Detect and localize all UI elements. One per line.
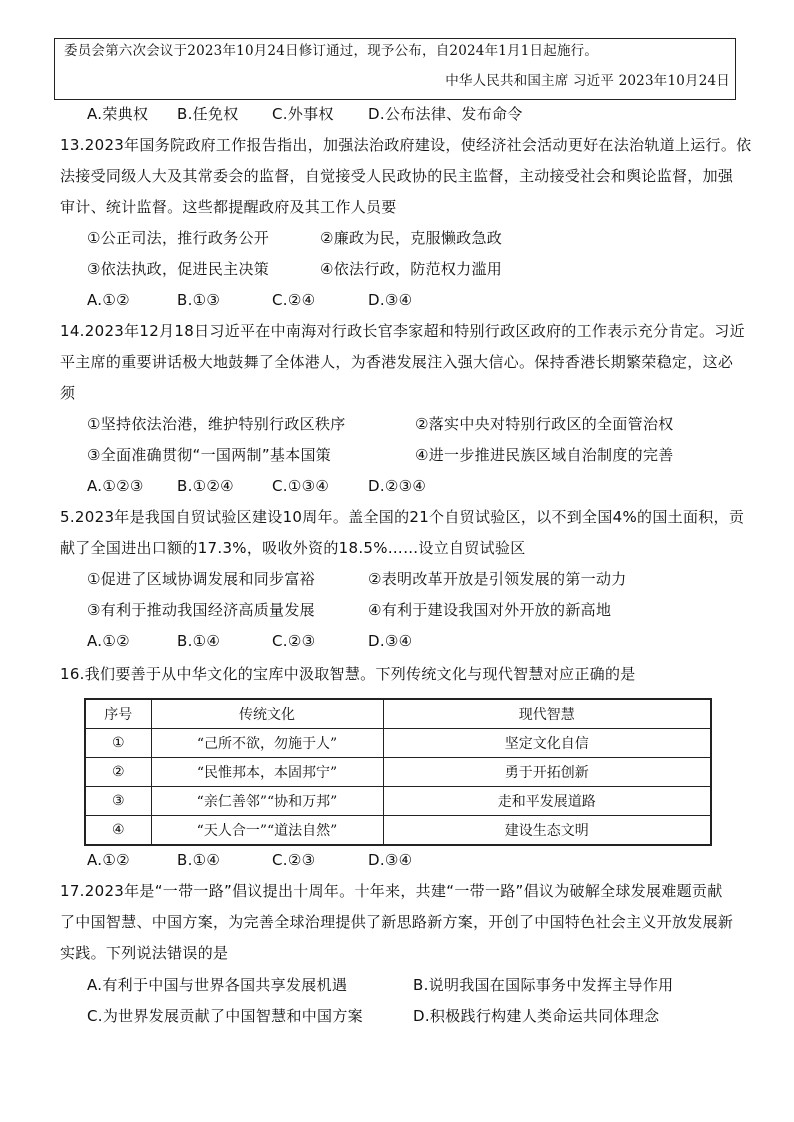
q14-option-b: B.①②④ [177,477,234,495]
q15-option-b: B.①④ [177,632,221,650]
q13-stem-line3: 审计、统计监督。这些都提醒政府及其工作人员要 [60,198,397,216]
q16-option-c: C.②③ [272,851,316,869]
q13-option-c: C.②④ [272,291,316,309]
q16-option-d: D.③④ [368,851,413,869]
q12-option-c: C.外事权 [272,105,334,123]
q14-option-a: A.①②③ [87,477,144,495]
table-cell: “民惟邦本，本固邦宁” [151,758,383,787]
q14-option-c: C.①③④ [272,477,330,495]
q16-option-b: B.①④ [177,851,221,869]
q15-item-2: ②表明改革开放是引领发展的第一动力 [368,570,627,588]
q13-stem-line2: 法接受同级人大及其常委会的监督，自觉接受人民政协的民主监督，主动接受社会和舆论监督，加强 [60,167,734,185]
table-cell: ① [85,729,151,758]
table-cell: 坚定文化自信 [383,729,711,758]
table-cell: “天人合一”“道法自然” [151,816,383,846]
q15-item-4: ④有利于建设我国对外开放的新高地 [368,601,612,619]
q13-stem-line1: 13.2023年国务院政府工作报告指出，加强法治政府建设，使经济社会活动更好在法治轨道上运行。依 [60,136,752,154]
q16-option-a: A.①② [87,851,130,869]
table-cell: 建设生态文明 [383,816,711,846]
q12-option-b: B.任免权 [177,105,239,123]
q17-option-b: B.说明我国在国际事务中发挥主导作用 [413,976,674,994]
q13-item-2: ②廉政为民，克服懒政急政 [320,229,503,247]
q13-item-4: ④依法行政，防范权力滥用 [320,260,503,278]
q14-stem-line3: 须 [60,384,76,402]
q13-item-3: ③依法执政，促进民主决策 [87,260,270,278]
q17-option-d: D.积极践行构建人类命运共同体理念 [413,1007,660,1025]
q17-stem-line1: 17.2023年是“一带一路”倡议提出十周年。十年来，共建“一带一路”倡议为破解全球发展难题贡献 [60,882,723,900]
q15-item-3: ③有利于推动我国经济高质量发展 [87,601,315,619]
q14-item-2: ②落实中央对特别行政区的全面管治权 [415,415,674,433]
q12-option-a: A.荣典权 [87,105,149,123]
table-cell: ③ [85,787,151,816]
table-cell: ② [85,758,151,787]
q14-item-3: ③全面准确贯彻“一国两制”基本国策 [87,446,332,464]
law-excerpt-line2: 中华人民共和国主席 习近平 2023年10月24日 [445,73,730,89]
q15-option-d: D.③④ [368,632,413,650]
table-row [85,787,711,816]
q12-option-d: D.公布法律、发布命令 [368,105,523,123]
q17-stem-line2: 了中国智慧、中国方案，为完善全球治理提供了新思路新方案，开创了中国特色社会主义开放发展新 [60,913,734,931]
culture-wisdom-table [84,698,712,846]
q14-stem-line2: 平主席的重要讲话极大地鼓舞了全体港人，为香港发展注入强大信心。保持香港长期繁荣稳定，这必 [60,353,734,371]
table-header-cell: 现代智慧 [383,699,711,729]
table-row [85,729,711,758]
q14-item-4: ④进一步推进民族区域自治制度的完善 [415,446,674,464]
q17-stem-line3: 实践。下列说法错误的是 [60,944,229,962]
q17-option-c: C.为世界发展贡献了中国智慧和中国方案 [87,1007,363,1025]
table-cell: ④ [85,816,151,846]
q14-item-1: ①坚持依法治港，维护特别行政区秩序 [87,415,346,433]
table-row [85,816,711,846]
q15-option-a: A.①② [87,632,130,650]
q15-stem-line2: 献了全国进出口额的17.3%，吸收外资的18.5%……设立自贸试验区 [60,539,526,557]
table-header-row [85,699,711,729]
q13-option-b: B.①③ [177,291,221,309]
table-cell: 走和平发展道路 [383,787,711,816]
q13-item-1: ①公正司法，推行政务公开 [87,229,270,247]
table-cell: 勇于开拓创新 [383,758,711,787]
q15-item-1: ①促进了区域协调发展和同步富裕 [87,570,315,588]
law-excerpt-line1: 委员会第六次会议于2023年10月24日修订通过，现予公布，自2024年1月1日起施行。 [64,43,599,59]
q13-option-a: A.①② [87,291,130,309]
q14-option-d: D.②③④ [368,477,427,495]
q17-option-a: A.有利于中国与世界各国共享发展机遇 [87,976,348,994]
table-cell: “己所不欲，勿施于人” [151,729,383,758]
q15-stem-line1: 5.2023年是我国自贸试验区建设10周年。盖全国的21个自贸试验区，以不到全国4%的国土面积，贡 [60,508,745,526]
table-header-cell: 传统文化 [151,699,383,729]
table-cell: “亲仁善邻”“协和万邦” [151,787,383,816]
table-header-cell: 序号 [85,699,151,729]
q14-stem-line1: 14.2023年12月18日习近平在中南海对行政长官李家超和特别行政区政府的工作表示充分肯定。习近 [60,322,745,340]
q15-option-c: C.②③ [272,632,316,650]
q13-option-d: D.③④ [368,291,413,309]
table-row [85,758,711,787]
q16-stem: 16.我们要善于从中华文化的宝库中汲取智慧。下列传统文化与现代智慧对应正确的是 [60,665,636,683]
